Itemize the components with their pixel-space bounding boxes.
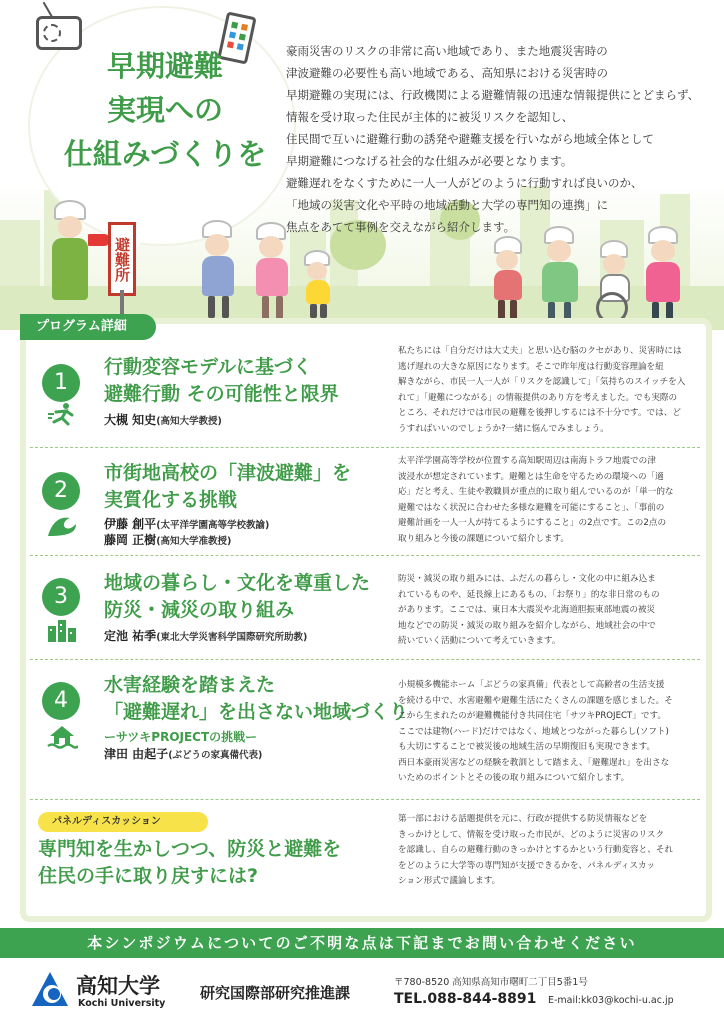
item-title-line: 防災・減災の取り組み <box>104 599 295 621</box>
evacuation-guide-figure <box>40 200 110 310</box>
item-description <box>398 454 698 547</box>
item-title <box>104 354 339 408</box>
shelter-sign: 避難所 <box>108 222 136 296</box>
caregiver-figure <box>640 226 686 326</box>
item-description <box>398 572 698 650</box>
presenter-affiliation: (東北大学災害科学国際研究所助教) <box>156 632 308 643</box>
item-title-line: 避難行動 その可能性と限界 <box>104 383 339 405</box>
description-line: 小規模多機能ホーム「ぶどうの家真備」代表として高齢者の生活支援 <box>398 680 665 690</box>
intro-text <box>286 40 706 238</box>
item-title-line: 実質化する挑戦 <box>104 489 238 511</box>
presenter-name: 津田 由起子 <box>104 747 169 761</box>
phone-number: TEL.088-844-8891 <box>394 991 537 1007</box>
hero-title-line: 仕組みづくりを <box>63 137 267 171</box>
mother-figure <box>250 222 296 322</box>
intro-line: 早期避難の実現には、行政機関による避難情報の迅速な情報提供にとどまらず、 <box>286 88 700 102</box>
program-label: プログラム詳細 <box>20 314 156 340</box>
item-number-badge: 3 <box>42 578 80 616</box>
description-line: れているものや、延長線上にあるもの、「お祭り」的な非日常のもの <box>398 589 660 600</box>
item-title-line: 水害経験を踏まえた <box>104 674 276 696</box>
description-line: こから生まれたのが避難機能付き共同住宅「サツキPROJECT」です。 <box>398 711 666 721</box>
presenter <box>104 412 222 430</box>
description-line: 応」だと考え、生徒や教職員が重点的に取り組んでいるのが「単一的な <box>398 487 674 497</box>
description-line: を認識し、自らの避難行動のきっかけとするかという行動変容と、それ <box>398 845 674 855</box>
intro-line: 津波避難の必要性も高い地域である、高知県における災害時の <box>286 66 608 80</box>
child-figure <box>300 250 336 320</box>
description-line: 続いていく活動について考えていきます。 <box>398 636 561 646</box>
description-line: があります。ここでは、東日本大震災や北海道胆振東部地震の被災 <box>398 605 656 615</box>
description-line: 解きながら、市民一人一人が「リスクを認識して」「気持ちのスイッチを入 <box>398 377 686 387</box>
running-person-icon <box>46 402 78 428</box>
description-line: を続ける中で、水害避難や避難生活にたくさんの課題を感じました。そ <box>398 695 673 706</box>
item-subtitle: ーサツキPROJECTの挑戦ー <box>104 730 258 744</box>
panel-title-line: 専門知を生かしつつ、防災と避難を <box>38 838 342 860</box>
presenter <box>104 746 262 764</box>
description-line: 避難ではなく状況に合わせた多様な避難を可能にすること」、「事前の <box>398 502 665 513</box>
presenter-name: 定池 祐季 <box>104 629 157 643</box>
description-line: をどのように大学等の専門知が支援できるかを、パネルディスカッ <box>398 860 656 871</box>
description-line: 私たちには「自分だけは大丈夫」と思い込む脳のクセがあり、災害時には <box>398 346 682 356</box>
panel-discussion-badge: パネルディスカッション <box>38 812 208 832</box>
description-line: ここでは建物(ハード)だけではなく、地域とつながった暮らし(ソフト) <box>398 726 669 737</box>
tsunami-wave-icon <box>46 512 78 538</box>
item-title <box>104 570 370 624</box>
item-title-line: 市街地高校の「津波避難」を <box>104 462 352 484</box>
intro-line: 「地域の災害文化や平時の地域活動と大学の専門知の連携」に <box>286 198 608 212</box>
panel-discussion-description <box>398 812 698 890</box>
presenter-name: 藤岡 正樹 <box>104 533 157 547</box>
presenter-name: 大槻 知史 <box>104 413 157 427</box>
program-item-1 <box>30 340 700 448</box>
description-line: 地などでの防災・減災の取り組みを紹介しながら、地域社会の中で <box>398 620 656 631</box>
presenter-affiliation: (高知大学准教授) <box>156 536 232 547</box>
presenter <box>104 628 307 646</box>
presenter <box>104 532 231 550</box>
footer <box>0 958 724 1024</box>
description-line: 逃げ遅れの大きな原因になります。そこで昨年度は行動変容理論を紐 <box>398 361 664 372</box>
description-line: きっかけとして、情報を受け取った市民が、どのように災害のリスク <box>398 829 665 840</box>
hero-title-line: 早期避難 <box>106 49 223 83</box>
item-description <box>398 344 698 437</box>
presenter-name: 伊藤 創平 <box>104 517 157 531</box>
postal-address: 〒780-8520 高知県高知市曙町二丁目5番1号 <box>394 977 588 988</box>
presenter-affiliation: (高知大学教授) <box>156 416 222 427</box>
item-title-line: 「避難遅れ」を出さない地域づくり <box>104 701 409 723</box>
description-line: 波浸水が想定されています。避難とは生命を守るための環境への「適 <box>398 471 664 482</box>
description-line: 太平洋学園高等学校が位置する高知駅周辺は南海トラフ地震での津 <box>398 456 656 466</box>
presenter-affiliation: (太平洋学園高等学校教諭) <box>156 520 270 531</box>
description-line: ところ、それだけでは市民の避難を後押しするには不十分です。では、ど <box>398 408 681 418</box>
kochi-university-logo <box>30 970 70 1010</box>
university-name-jp: 高知大学 <box>76 974 160 998</box>
item-divider <box>30 799 700 800</box>
town-buildings-icon <box>46 618 78 644</box>
item-title-line: 行動変容モデルに基づく <box>104 356 313 378</box>
description-line: 第一部における話題提供を元に、行政が提供する防災情報などを <box>398 814 648 824</box>
panel-title-line: 住民の手に取り戻すには? <box>38 865 259 887</box>
description-line: ション形式で議論します。 <box>398 876 501 886</box>
running-boy-figure <box>488 236 528 326</box>
panel-discussion-title <box>38 836 341 890</box>
hero-title <box>50 44 280 176</box>
description-line: 避難計画を一人一人が持てるようにすること」の2点です。この2点の <box>398 518 667 528</box>
description-line: も大切にすることで被災後の地域生活の早期復旧も実現できます。 <box>398 742 656 752</box>
megaphone-icon <box>88 234 110 246</box>
item-number-badge: 2 <box>42 472 80 510</box>
department-name: 研究国際部研究推進課 <box>200 984 351 1002</box>
university-name-en: Kochi University <box>78 998 166 1009</box>
program-item-2 <box>30 448 700 556</box>
email-address[interactable]: E-mail:kk03@kochi-u.ac.jp <box>548 995 674 1006</box>
intro-line: 情報を受け取った住民が主体的に被災リスクを認知し、 <box>286 110 574 124</box>
item-description <box>398 678 698 787</box>
item-number-badge: 4 <box>42 682 80 720</box>
item-title <box>104 672 408 726</box>
intro-line: 住民間で互いに避難行動の誘発や避難支援を行いながら地域全体として <box>286 132 654 146</box>
item-title-line: 地域の暮らし・文化を尊重した <box>104 572 371 594</box>
item-number-badge: 1 <box>42 364 80 402</box>
presenter-affiliation: (ぶどうの家真備代表) <box>168 750 263 761</box>
hero-title-line: 実現への <box>106 93 223 127</box>
flooded-house-icon <box>46 724 78 750</box>
description-line: 防災・減災の取り組みには、ふだんの暮らし・文化の中に組み込ま <box>398 574 656 584</box>
program-item-4 <box>30 660 700 800</box>
description-line: れて」「避難につながる」の情報提供のあり方を考えました。でも実際の <box>398 392 678 403</box>
description-line: 取り組みと今後の課題について紹介します。 <box>398 533 570 544</box>
contact-banner: 本シンポジウムについてのご不明な点は下記までお問い合わせください <box>0 928 724 958</box>
description-line: いためのポイントとその後の取り組みについて紹介します。 <box>398 773 630 783</box>
description-line: 西日本豪雨災害などの経験を教訓として踏まえ、「避難遅れ」を出さな <box>398 757 670 768</box>
wheelchair-figure <box>590 240 640 326</box>
intro-line: 焦点をあてて事例を交えながら紹介します。 <box>286 220 516 234</box>
elderly-person-figure <box>196 220 242 320</box>
description-line: うすればいいのでしょうか?一緒に悩んでみましょう。 <box>398 423 609 434</box>
intro-line: 避難遅れをなくすために一人一人がどのように行動すれば良いのか、 <box>286 176 643 190</box>
intro-line: 豪雨災害のリスクの非常に高い地域であり、また地震災害時の <box>286 44 608 58</box>
adult-carrying-figure <box>536 226 584 326</box>
intro-line: 早期避難につなげる社会的な仕組みが必要となります。 <box>286 154 573 168</box>
item-title <box>104 460 351 514</box>
program-item-3 <box>30 556 700 660</box>
